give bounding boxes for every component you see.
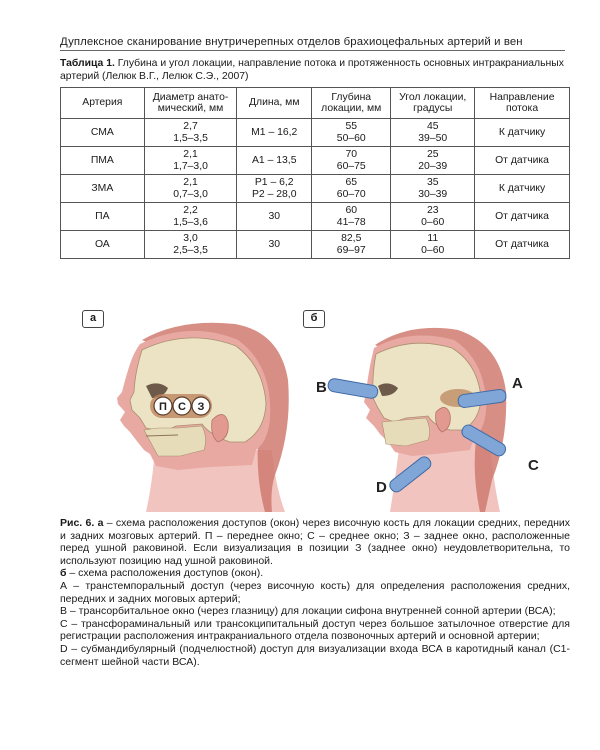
table-header-cell: Диаметр анато-мический, мм (144, 88, 237, 119)
caption-paragraph-text: – схема расположения доступов (окон). (66, 567, 264, 580)
table-cell: 45 39–50 (391, 119, 475, 147)
window-s-letter: С (178, 401, 186, 413)
window-z-letter: З (197, 401, 205, 413)
table-cell: 30 (237, 231, 312, 259)
table-cell: ПМА (61, 147, 145, 175)
figure-illustration (60, 300, 570, 512)
caption-paragraph-label: б (60, 567, 67, 580)
access-label-b: B (316, 379, 327, 396)
running-header: Дуплексное сканирование внутричерепных отделов брахиоцефальных артерий и вен (60, 36, 565, 51)
table-cell: К датчику (475, 175, 570, 203)
table-header-row (61, 88, 570, 119)
table-cell: Р1 – 6,2 Р2 – 28,0 (237, 175, 312, 203)
table-cell: 60 41–78 (312, 203, 391, 231)
caption-paragraph (60, 643, 570, 668)
panel-a-head (117, 323, 289, 512)
panel-b-label: б (303, 310, 325, 328)
table-cell: 2,7 1,5–3,5 (144, 119, 237, 147)
table-row (61, 147, 570, 175)
table-header-cell: Направление потока (475, 88, 570, 119)
table-header-cell: Артерия (61, 88, 145, 119)
panel-a-label: а (82, 310, 104, 328)
caption-paragraph-text: А – транстемпоральный доступ (через височную кость) для определения расположения средних, передних и задних моговых артерий; (60, 579, 570, 605)
window-p-letter: П (159, 401, 167, 413)
table-caption (60, 58, 565, 83)
caption-paragraph (60, 618, 570, 643)
arteries-table (60, 87, 570, 259)
table-cell: 35 30–39 (391, 175, 475, 203)
table-header-cell: Угол локации, градусы (391, 88, 475, 119)
table-header-cell: Длина, мм (237, 88, 312, 119)
table-body (61, 119, 570, 259)
caption-paragraph-text: В – трансорбитальное окно (через глазницу) для локации сифона внутренней сонной артерии (ВСА); (60, 605, 556, 618)
table-cell: СМА (61, 119, 145, 147)
table-row (61, 203, 570, 231)
panel-b-jaw (382, 418, 430, 446)
caption-paragraph-text: С – трансфораминальный или трансокципитальный доступ через большое затылочное отверстие для регистрации расположения интракраниального отдела позвоночных артерий и основной артерии; (60, 617, 570, 643)
table-cell: 2,2 1,5–3,6 (144, 203, 237, 231)
table-cell: 3,0 2,5–3,5 (144, 231, 237, 259)
table-cell: А1 – 13,5 (237, 147, 312, 175)
table-cell: От датчика (475, 231, 570, 259)
table-cell: ОА (61, 231, 145, 259)
caption-paragraph (60, 580, 570, 605)
table-cell: 82,5 69–97 (312, 231, 391, 259)
table-cell: 2,1 1,7–3,0 (144, 147, 237, 175)
caption-paragraph (60, 567, 570, 580)
table-row (61, 119, 570, 147)
panel-a-windows (154, 397, 210, 415)
table-header-cell: Глубина локации, мм (312, 88, 391, 119)
table-caption-label: Таблица 1. (60, 58, 115, 69)
table-cell: 55 50–60 (312, 119, 391, 147)
table-cell: 65 60–70 (312, 175, 391, 203)
table-cell: От датчика (475, 147, 570, 175)
caption-paragraph (60, 517, 570, 567)
table-cell: 30 (237, 203, 312, 231)
table-cell: М1 – 16,2 (237, 119, 312, 147)
table-row (61, 231, 570, 259)
table-cell: К датчику (475, 119, 570, 147)
caption-paragraph-text: D – субмандибулярный (подчелюстной) доступ для визуализации входа ВСА в каротидный канал (С1-сегмент шейной части ВСА). (60, 642, 570, 668)
caption-paragraph-text: – схема расположения доступов (окон) через височную кость для локации средних, передних и задних мозговых артерий. П – переднее окно; С – среднее окно; З – заднее окно, расположенные перед ушной раковиной. Если визуализация в позиции З (заднее окно) неудовлетворительна, то используют позицию над ушной раковиной. (60, 517, 571, 567)
table-cell: 70 60–75 (312, 147, 391, 175)
table-caption-text: Глубина и угол локации, направление потока и протяженность основных интракраниальных артерий (Лелюк В.Г., Лелюк С.Э., 2007) (60, 58, 564, 82)
access-label-a: A (512, 375, 523, 392)
table-cell: 25 20–39 (391, 147, 475, 175)
table-cell: 11 0–60 (391, 231, 475, 259)
table-cell: 2,1 0,7–3,0 (144, 175, 237, 203)
caption-paragraph-label: Рис. 6. а (60, 517, 104, 529)
table-cell: От датчика (475, 203, 570, 231)
figure-caption (60, 517, 570, 668)
table-cell: ЗМА (61, 175, 145, 203)
table-cell: ПА (61, 203, 145, 231)
caption-paragraph (60, 605, 570, 618)
table-row (61, 175, 570, 203)
access-label-d: D (376, 479, 387, 496)
table-cell: 23 0–60 (391, 203, 475, 231)
access-label-c: C (528, 457, 539, 474)
